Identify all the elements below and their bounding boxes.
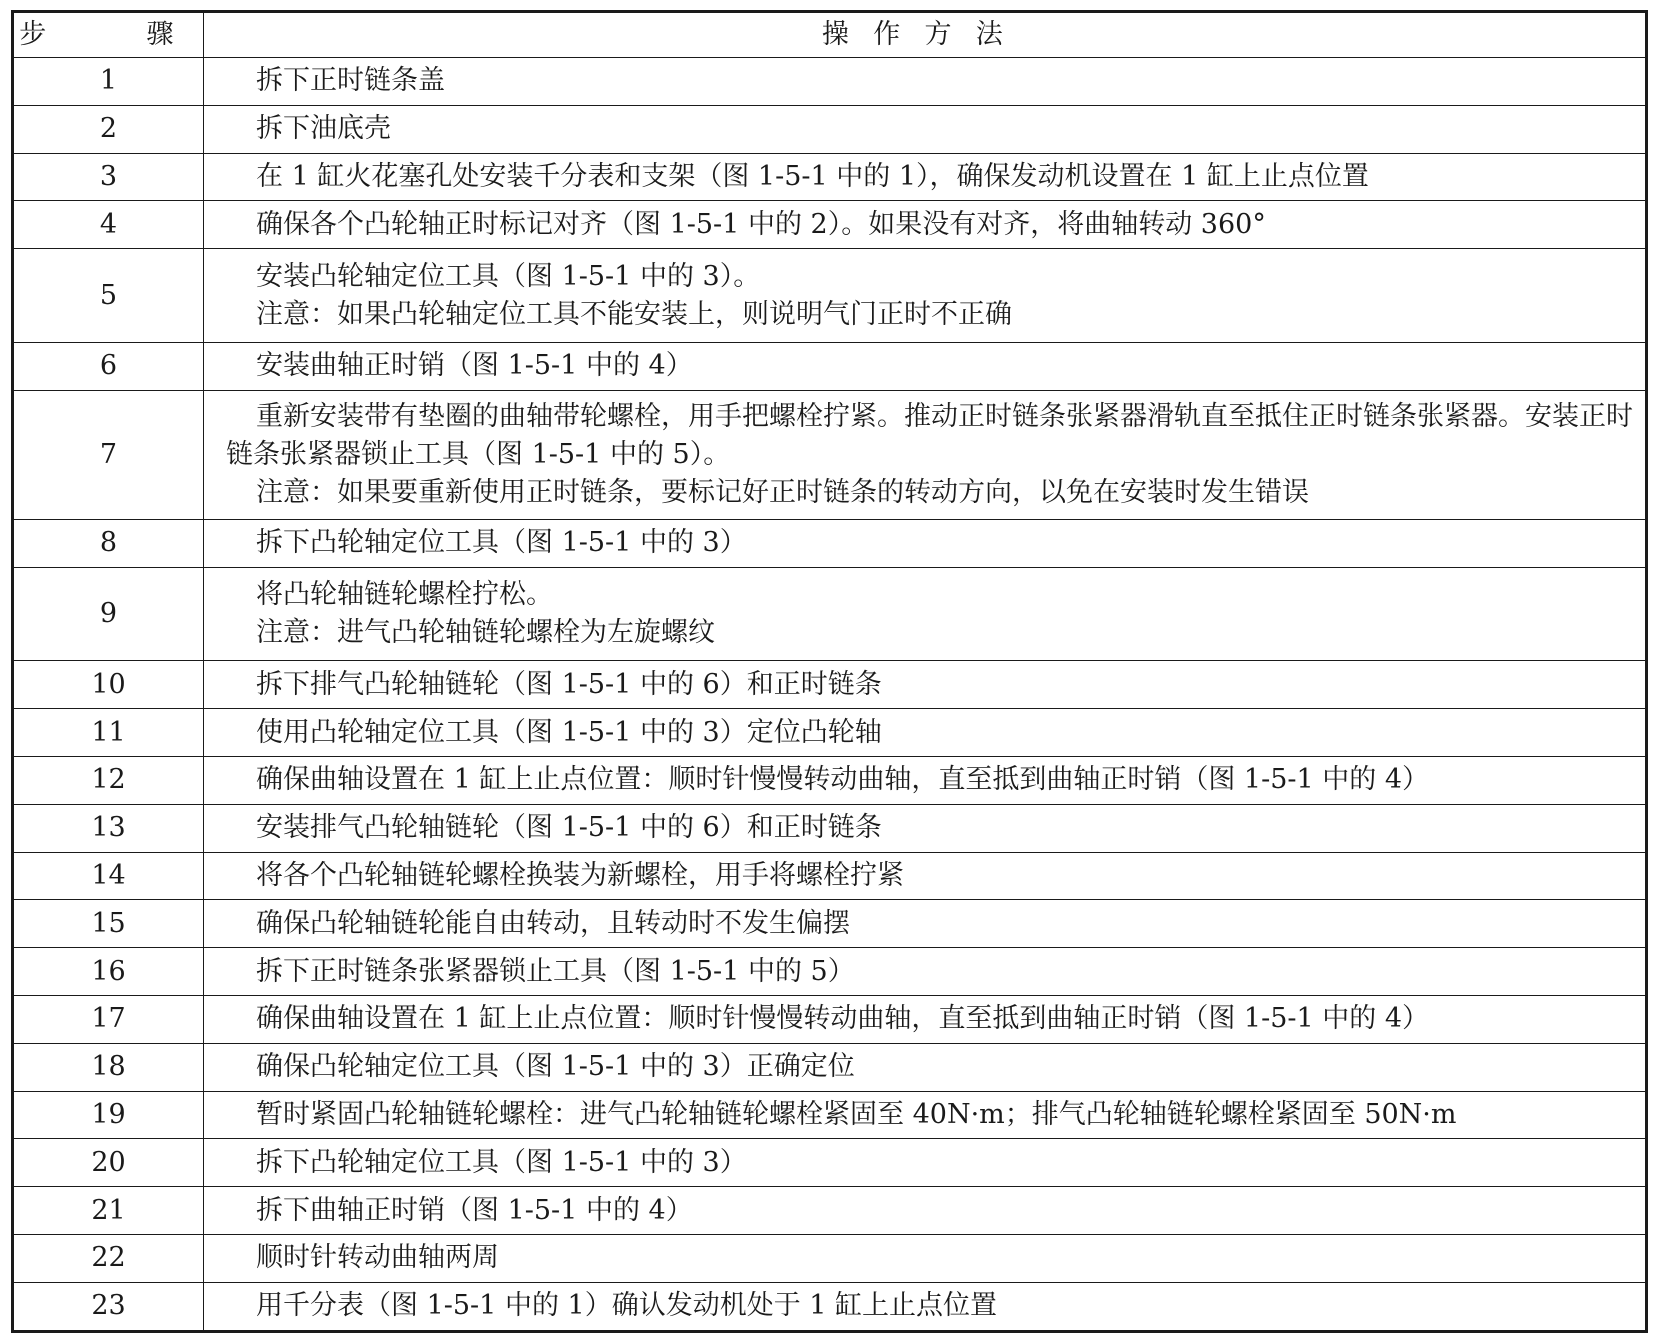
step-number: 13 bbox=[14, 804, 204, 852]
table-row bbox=[14, 804, 1646, 852]
step-content bbox=[204, 804, 1646, 852]
table-row bbox=[14, 1139, 1646, 1187]
table-row bbox=[14, 249, 1646, 343]
table-row bbox=[14, 58, 1646, 106]
step-text: 确保凸轮轴定位工具（图 1-5-1 中的 3）正确定位 bbox=[256, 1051, 855, 1083]
step-content bbox=[204, 342, 1646, 390]
procedure-table bbox=[11, 10, 1648, 1333]
step-content bbox=[204, 1187, 1646, 1235]
table-row bbox=[14, 1043, 1646, 1091]
step-number: 18 bbox=[14, 1043, 204, 1091]
step-content bbox=[204, 709, 1646, 757]
step-content bbox=[204, 661, 1646, 709]
step-content bbox=[204, 519, 1646, 567]
table-row bbox=[14, 661, 1646, 709]
table-row bbox=[14, 390, 1646, 519]
step-number: 2 bbox=[14, 105, 204, 153]
table-row bbox=[14, 201, 1646, 249]
step-text: 拆下曲轴正时销（图 1-5-1 中的 4） bbox=[256, 1194, 693, 1226]
table-row bbox=[14, 1187, 1646, 1235]
step-text: 拆下正时链条张紧器锁止工具（图 1-5-1 中的 5） bbox=[256, 955, 855, 987]
table-header-row bbox=[14, 13, 1646, 58]
step-text: 确保曲轴设置在 1 缸上止点位置：顺时针慢慢转动曲轴，直至抵到曲轴正时销（图 1-5-1 中的 4） bbox=[256, 764, 1430, 796]
step-text: 确保各个凸轮轴正时标记对齐（图 1-5-1 中的 2）。如果没有对齐，将曲轴转动 360° bbox=[256, 208, 1266, 240]
step-text: 重新安装带有垫圈的曲轴带轮螺栓，用手把螺栓拧紧。推动正时链条张紧器滑轨直至抵住正时链条张紧器。安装正时链条张紧器锁止工具（图 1-5-1 中的 5）。 bbox=[226, 400, 1633, 470]
step-content bbox=[204, 201, 1646, 249]
step-content bbox=[204, 567, 1646, 661]
table-row bbox=[14, 519, 1646, 567]
header-step-char-2: 骤 bbox=[146, 19, 198, 50]
header-step bbox=[14, 13, 204, 58]
step-number: 20 bbox=[14, 1139, 204, 1187]
step-number: 11 bbox=[14, 709, 204, 757]
step-text: 暂时紧固凸轮轴链轮螺栓：进气凸轮轴链轮螺栓紧固至 40N·m；排气凸轮轴链轮螺栓紧固至 50N·m bbox=[256, 1099, 1457, 1131]
step-text: 顺时针转动曲轴两周 bbox=[256, 1242, 499, 1274]
step-content bbox=[204, 153, 1646, 201]
step-text: 安装凸轮轴定位工具（图 1-5-1 中的 3）。 bbox=[256, 260, 761, 292]
step-text: 用千分表（图 1-5-1 中的 1）确认发动机处于 1 缸上止点位置 bbox=[256, 1290, 998, 1322]
table-row bbox=[14, 709, 1646, 757]
step-text: 拆下正时链条盖 bbox=[256, 65, 445, 97]
table-row bbox=[14, 342, 1646, 390]
step-number: 17 bbox=[14, 996, 204, 1044]
table-row bbox=[14, 105, 1646, 153]
table-row bbox=[14, 756, 1646, 804]
procedure-table-grid bbox=[13, 12, 1646, 1331]
step-number: 4 bbox=[14, 201, 204, 249]
step-number: 12 bbox=[14, 756, 204, 804]
table-row bbox=[14, 996, 1646, 1044]
step-content bbox=[204, 1139, 1646, 1187]
step-text: 拆下排气凸轮轴链轮（图 1-5-1 中的 6）和正时链条 bbox=[256, 668, 882, 700]
header-method: 操作方法 bbox=[204, 13, 1646, 58]
step-number: 6 bbox=[14, 342, 204, 390]
step-content bbox=[204, 58, 1646, 106]
step-text: 确保曲轴设置在 1 缸上止点位置：顺时针慢慢转动曲轴，直至抵到曲轴正时销（图 1-5-1 中的 4） bbox=[256, 1003, 1430, 1035]
step-text: 拆下凸轮轴定位工具（图 1-5-1 中的 3） bbox=[256, 1146, 747, 1178]
table-row bbox=[14, 1235, 1646, 1283]
step-note: 注意：如果凸轮轴定位工具不能安装上，则说明气门正时不正确 bbox=[256, 298, 1012, 330]
step-number: 23 bbox=[14, 1282, 204, 1330]
step-content bbox=[204, 1282, 1646, 1330]
table-body bbox=[14, 58, 1646, 1331]
step-number: 1 bbox=[14, 58, 204, 106]
step-text: 在 1 缸火花塞孔处安装千分表和支架（图 1-5-1 中的 1），确保发动机设置在 1 缸上止点位置 bbox=[256, 161, 1369, 193]
step-number: 21 bbox=[14, 1187, 204, 1235]
step-number: 9 bbox=[14, 567, 204, 661]
header-step-char-1: 步 bbox=[19, 19, 71, 50]
table-row bbox=[14, 567, 1646, 661]
step-content bbox=[204, 900, 1646, 948]
step-number: 16 bbox=[14, 948, 204, 996]
step-text: 拆下凸轮轴定位工具（图 1-5-1 中的 3） bbox=[256, 527, 747, 559]
step-content bbox=[204, 1235, 1646, 1283]
table-row bbox=[14, 852, 1646, 900]
step-number: 14 bbox=[14, 852, 204, 900]
step-text: 将凸轮轴链轮螺栓拧松。 bbox=[256, 579, 553, 610]
step-number: 10 bbox=[14, 661, 204, 709]
step-number: 7 bbox=[14, 390, 204, 519]
step-content bbox=[204, 852, 1646, 900]
step-note: 注意：进气凸轮轴链轮螺栓为左旋螺纹 bbox=[256, 617, 715, 648]
step-content bbox=[204, 105, 1646, 153]
step-content bbox=[204, 996, 1646, 1044]
step-text: 拆下油底壳 bbox=[256, 113, 391, 145]
step-text: 确保凸轮轴链轮能自由转动，且转动时不发生偏摆 bbox=[256, 907, 850, 939]
step-content bbox=[204, 1091, 1646, 1139]
table-row bbox=[14, 900, 1646, 948]
step-number: 22 bbox=[14, 1235, 204, 1283]
step-number: 3 bbox=[14, 153, 204, 201]
step-content bbox=[204, 390, 1646, 519]
table-row bbox=[14, 948, 1646, 996]
step-text: 安装排气凸轮轴链轮（图 1-5-1 中的 6）和正时链条 bbox=[256, 812, 882, 844]
step-number: 15 bbox=[14, 900, 204, 948]
step-note: 注意：如果要重新使用正时链条，要标记好正时链条的转动方向，以免在安装时发生错误 bbox=[256, 476, 1309, 508]
step-text: 安装曲轴正时销（图 1-5-1 中的 4） bbox=[256, 350, 693, 382]
step-number: 8 bbox=[14, 519, 204, 567]
step-content bbox=[204, 756, 1646, 804]
step-text: 将各个凸轮轴链轮螺栓换装为新螺栓，用手将螺栓拧紧 bbox=[256, 859, 904, 891]
step-number: 5 bbox=[14, 249, 204, 343]
step-content bbox=[204, 1043, 1646, 1091]
step-number: 19 bbox=[14, 1091, 204, 1139]
step-content bbox=[204, 948, 1646, 996]
table-row bbox=[14, 153, 1646, 201]
table-row bbox=[14, 1282, 1646, 1330]
step-text: 使用凸轮轴定位工具（图 1-5-1 中的 3）定位凸轮轴 bbox=[256, 716, 882, 748]
step-content bbox=[204, 249, 1646, 343]
table-row bbox=[14, 1091, 1646, 1139]
